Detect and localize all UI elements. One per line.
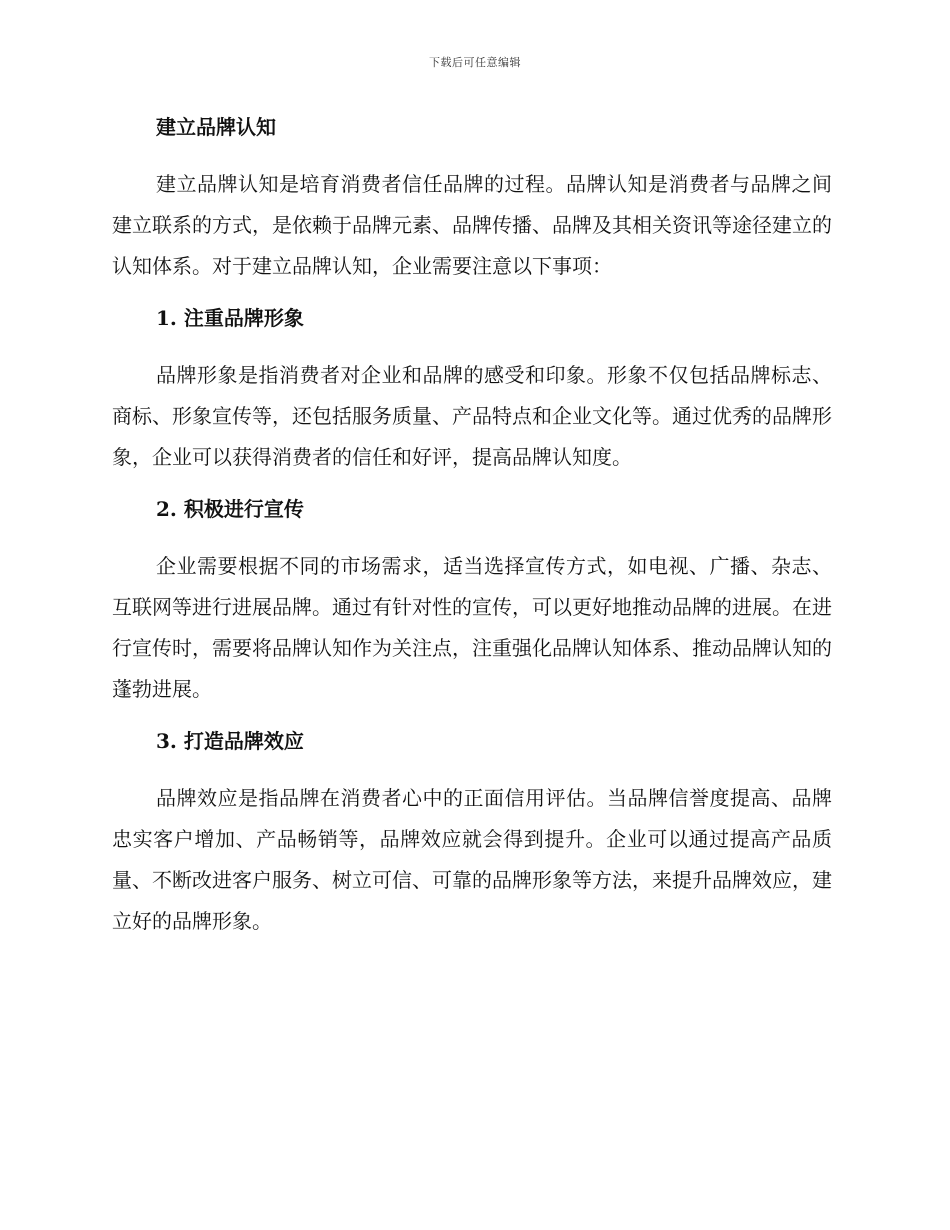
section-paragraph: 建立品牌认知是培育消费者信任品牌的过程。品牌认知是消费者与品牌之间建立联系的方式，是依赖于品牌元素、品牌传播、品牌及其相关资讯等途径建立的认知体系。对于建立品牌认知，企业需要注意以下事项： (112, 172, 832, 278)
section-heading: 建立品牌认知 (156, 115, 276, 139)
section-paragraph: 品牌形象是指消费者对企业和品牌的感受和印象。形象不仅包括品牌标志、商标、形象宣传等，还包括服务质量、产品特点和企业文化等。通过优秀的品牌形象，企业可以获得消费者的信任和好评，提高品牌认知度。 (112, 363, 832, 469)
section-brand-image (112, 301, 832, 478)
section-heading: 1. 注重品牌形象 (156, 306, 304, 330)
section-heading: 3. 打造品牌效应 (156, 729, 304, 753)
section-brand-effect (112, 724, 832, 942)
section-paragraph: 企业需要根据不同的市场需求，适当选择宣传方式，如电视、广播、杂志、互联网等进行进展品牌。通过有针对性的宣传，可以更好地推动品牌的进展。在进行宣传时，需要将品牌认知作为关注点，注重强化品牌认知体系、推动品牌认知的蓬勃进展。 (112, 554, 832, 701)
section-brand-awareness (112, 110, 832, 287)
header-note: 下载后可任意编辑 (429, 56, 521, 69)
section-heading: 2. 积极进行宣传 (156, 497, 304, 521)
document-body (112, 110, 832, 956)
section-paragraph: 品牌效应是指品牌在消费者心中的正面信用评估。当品牌信誉度提高、品牌忠实客户增加、产品畅销等，品牌效应就会得到提升。企业可以通过提高产品质量、不断改进客户服务、树立可信、可靠的品牌形象等方法，来提升品牌效应，建立好的品牌形象。 (112, 786, 832, 933)
section-promotion (112, 492, 832, 710)
